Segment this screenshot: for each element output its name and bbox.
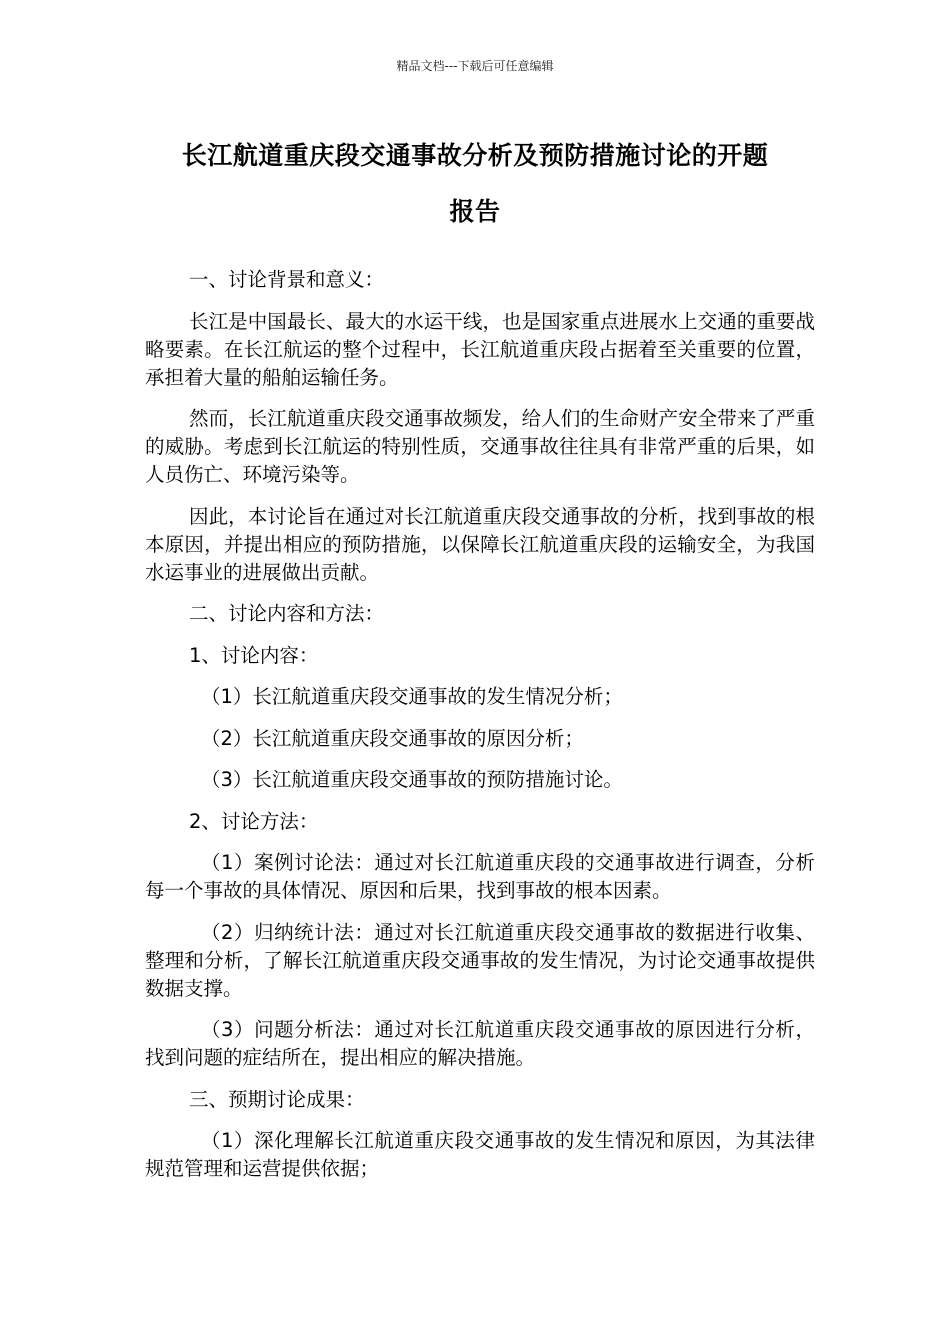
subsection-heading-content: 1、讨论内容： bbox=[189, 643, 319, 667]
list-item: （3）问题分析法：通过对长江航道重庆段交通事故的原因进行分析，找到问题的症结所在，提出相应的解决措施。 bbox=[145, 1018, 815, 1069]
paragraph: 长江是中国最长、最大的水运干线，也是国家重点进展水上交通的重要战略要素。在长江航运的整个过程中，长江航道重庆段占据着至关重要的位置，承担着大量的船舶运输任务。 bbox=[145, 309, 815, 389]
list-item: （3）长江航道重庆段交通事故的预防措施讨论。 bbox=[201, 768, 623, 791]
list-item: （2）长江航道重庆段交通事故的原因分析； bbox=[201, 726, 584, 750]
section-heading-background: 一、讨论背景和意义： bbox=[189, 268, 385, 291]
section-heading-content-method: 二、讨论内容和方法： bbox=[189, 602, 385, 625]
page-header: 精品文档---下载后可任意编辑 bbox=[396, 59, 554, 73]
subsection-heading-method: 2、讨论方法： bbox=[189, 809, 319, 833]
list-item: （1）深化理解长江航道重庆段交通事故的发生情况和原因，为其法律规范管理和运营提供依据； bbox=[145, 1129, 815, 1180]
list-item: （1）案例讨论法：通过对长江航道重庆段的交通事故进行调查，分析每一个事故的具体情况、原因和后果，找到事故的根本因素。 bbox=[145, 851, 815, 902]
document-title-line-1: 长江航道重庆段交通事故分析及预防措施讨论的开题 bbox=[181, 141, 769, 170]
list-item: （2）归纳统计法：通过对长江航道重庆段交通事故的数据进行收集、整理和分析，了解长江航道重庆段交通事故的发生情况，为讨论交通事故提供数据支撑。 bbox=[145, 920, 815, 1000]
paragraph: 然而，长江航道重庆段交通事故频发，给人们的生命财产安全带来了严重的威胁。考虑到长江航运的特别性质，交通事故往往具有非常严重的后果，如人员伤亡、环境污染等。 bbox=[145, 407, 815, 486]
document-body bbox=[145, 266, 815, 1197]
document-title-line-2: 报告 bbox=[449, 197, 501, 226]
list-item: （1）长江航道重庆段交通事故的发生情况分析； bbox=[201, 685, 623, 708]
paragraph: 因此，本讨论旨在通过对长江航道重庆段交通事故的分析，找到事故的根本原因，并提出相应的预防措施，以保障长江航道重庆段的运输安全，为我国水运事业的进展做出贡献。 bbox=[145, 504, 815, 584]
section-heading-expected-results: 三、预期讨论成果： bbox=[189, 1087, 365, 1111]
